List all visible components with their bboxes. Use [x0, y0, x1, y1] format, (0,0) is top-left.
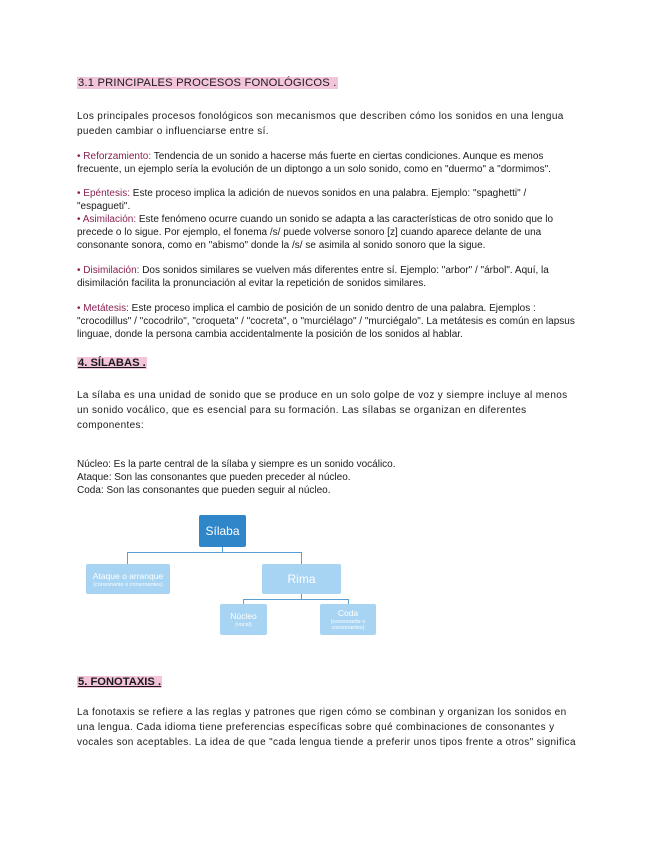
- process-term: Disimilación:: [83, 265, 140, 276]
- process-term: Epéntesis:: [83, 188, 130, 199]
- diagram-node-coda: [320, 604, 376, 635]
- connector: [301, 594, 302, 599]
- process-item-reforzamiento: [77, 150, 577, 176]
- node-sublabel: (vocal): [235, 622, 252, 628]
- process-text: Este proceso implica la adición de nuevos sonidos en una palabra. Ejemplo: "spaghetti" / "espagueti".: [77, 188, 527, 212]
- section-5-heading: [77, 676, 577, 689]
- process-item-disimilacion: [77, 264, 577, 290]
- diagram-node-rima: [262, 564, 341, 594]
- process-item-asimilacion: [77, 213, 577, 252]
- section-5-title: 5. FONOTAXIS .: [78, 676, 162, 688]
- connector: [127, 552, 302, 553]
- node-label: Coda: [337, 608, 359, 618]
- node-label: Rima: [287, 572, 316, 586]
- process-text: Dos sonidos similares se vuelven más diferentes entre sí. Ejemplo: "arbor" / "árbol". Aquí, la disimilación facilita la pronunciación al evitar la repetición de sonidos similares.: [77, 265, 549, 289]
- process-item-metatesis: [77, 302, 577, 341]
- component-nucleo: Núcleo: Es la parte central de la sílaba y siempre es un sonido vocálico.: [77, 459, 396, 470]
- section-3-1-heading: [77, 77, 577, 90]
- node-sublabel: (consonante o consonantes): [330, 619, 366, 631]
- connector: [127, 552, 128, 564]
- process-term: Metátesis:: [83, 303, 129, 314]
- diagram-node-silaba: [199, 515, 246, 547]
- process-text: Este fenómeno ocurre cuando un sonido se adapta a las características de otro sonido que lo precede o lo sigue. Por ejemplo, el fonema /s/ puede volverse sonoro [z] cuando aparece delante de una consonante sonora, como en "abismo" donde la /s/ se asimila al sonido sonoro que la sigue.: [77, 214, 554, 251]
- section-3-1-title: 3.1 PRINCIPALES PROCESOS FONOLÓGICOS .: [78, 77, 337, 89]
- section-4-heading: [77, 357, 577, 370]
- process-text: Tendencia de un sonido a hacerse más fuerte en ciertas condiciones. Aunque es menos frecuente, un ejemplo sería la evolución de un diptongo a un solo sonido, como en "duermo" a "dormimos".: [77, 151, 551, 175]
- connector: [348, 599, 349, 604]
- connector: [243, 599, 349, 600]
- section-4-title: 4. SÍLABAS .: [78, 357, 146, 369]
- process-bullet: •: [77, 265, 81, 276]
- diagram-node-ataque: [86, 564, 170, 594]
- node-label: Sílaba: [205, 524, 240, 538]
- process-item-epentesis: [77, 187, 577, 213]
- node-label: Núcleo: [230, 611, 257, 621]
- connector: [243, 599, 244, 604]
- node-sublabel: (consonante o consonantes): [93, 581, 163, 588]
- process-term: Reforzamiento:: [83, 151, 152, 162]
- process-bullet: •: [77, 188, 81, 199]
- process-bullet: •: [77, 303, 81, 314]
- components-list: [77, 458, 577, 497]
- process-bullet: •: [77, 151, 81, 162]
- component-ataque: Ataque: Son las consonantes que pueden preceder al núcleo.: [77, 472, 351, 483]
- connector: [222, 547, 223, 552]
- silaba-paragraph: La sílaba es una unidad de sonido que se produce en un solo golpe de voz y siempre incluye al menos un sonido vocálico, que es esencial para su formación. Las sílabas se organizan en diferentes componentes:: [77, 390, 568, 431]
- diagram-node-nucleo: [220, 604, 267, 635]
- component-coda: Coda: Son las consonantes que pueden seguir al núcleo.: [77, 485, 331, 496]
- intro-paragraph: Los principales procesos fonológicos son mecanismos que describen cómo los sonidos en una lengua pueden cambiar o influenciarse entre sí.: [77, 111, 564, 137]
- node-label: Ataque o arranque: [92, 570, 164, 581]
- process-term: Asimilación:: [82, 214, 137, 225]
- process-bullet: •: [77, 214, 81, 225]
- fonotaxis-paragraph: La fonotaxis se refiere a las reglas y patrones que rigen cómo se combinan y organizan los sonidos en una lengua. Cada idioma tiene preferencias específicas sobre qué combinaciones de consonantes y vocales son aceptables. La idea de que "cada lengua tiende a preferir unos tipos frente a otros" significa: [77, 707, 576, 748]
- process-text: Este proceso implica el cambio de posición de un sonido dentro de una palabra. Ejemplos : "crocodillus" / "cocodrilo", "croqueta" / "cocreta", o "murciélago" / "murciégalo". La metátesis es común en lapsus linguae, donde la persona cambia accidentalmente la posición de los sonidos al hablar.: [77, 303, 575, 340]
- connector: [301, 552, 302, 564]
